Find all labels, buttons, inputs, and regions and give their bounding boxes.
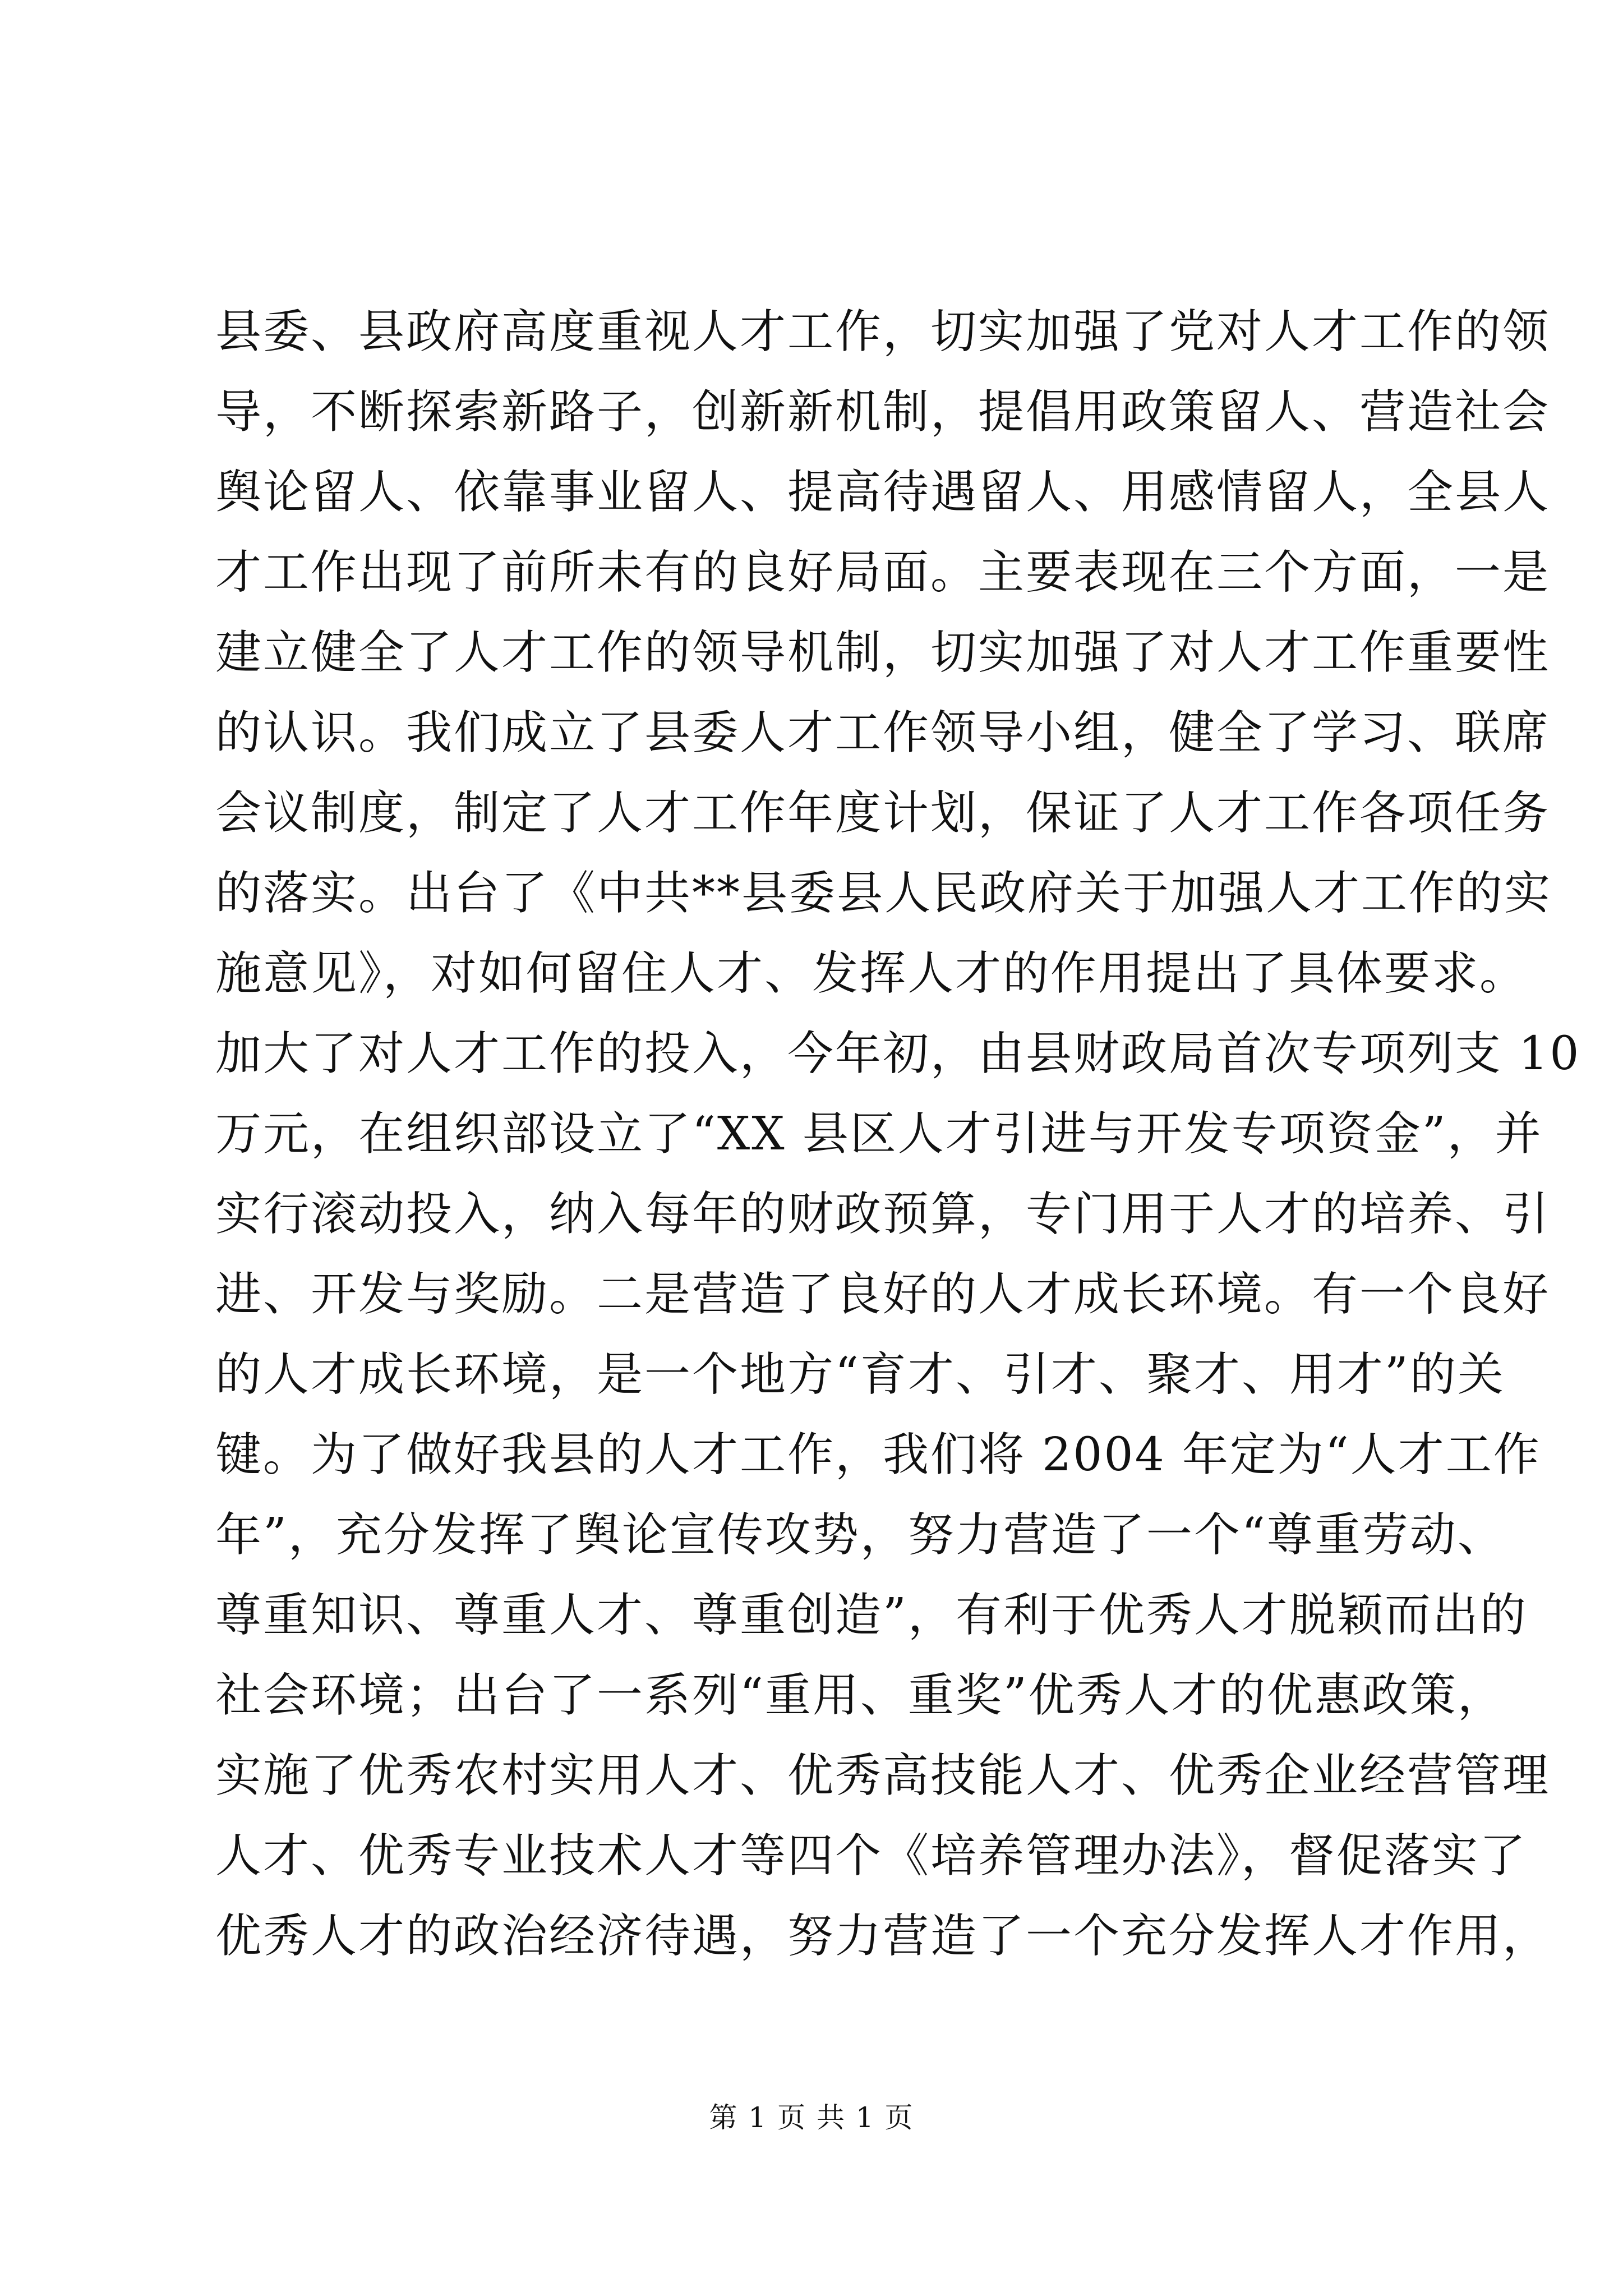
- paragraph-line: 建立健全了人才工作的领导机制，切实加强了对人才工作重要性: [215, 626, 1551, 679]
- paragraph-line: 键。为了做好我县的人才工作，我们将 2004 年定为“人才工作: [215, 1428, 1541, 1481]
- paragraph-line: 尊重知识、尊重人才、尊重创造”，有利于优秀人才脱颖而出的: [215, 1589, 1528, 1642]
- paragraph-line: 万元，在组织部设立了“XX 县区人才引进与开发专项资金”，并: [215, 1107, 1543, 1161]
- paragraph-line: 的认识。我们成立了县委人才工作领导小组，健全了学习、联席: [215, 706, 1551, 760]
- paragraph-line: 加大了对人才工作的投入，今年初，由县财政局首次专项列支 10: [215, 1027, 1581, 1080]
- paragraph-line: 县委、县政府高度重视人才工作，切实加强了党对人才工作的领: [215, 305, 1551, 358]
- paragraph-line: 的人才成长环境，是一个地方“育才、引才、聚才、用才”的关: [215, 1348, 1505, 1401]
- paragraph-line: 实行滚动投入，纳入每年的财政预算，专门用于人才的培养、引: [215, 1188, 1551, 1241]
- paragraph-line: 施意见》，对如何留住人才、发挥人才的作用提出了具体要求。: [215, 947, 1528, 1000]
- paragraph-line: 进、开发与奖励。二是营造了良好的人才成长环境。有一个良好: [215, 1268, 1551, 1321]
- body-paragraph: [215, 292, 1581, 1976]
- paragraph-line: 优秀人才的政治经济待遇，努力营造了一个充分发挥人才作用，: [215, 1910, 1551, 1963]
- page-number-footer: 第 1 页 共 1 页: [709, 2101, 914, 2134]
- paragraph-line: 的落实。出台了《中共**县委县人民政府关于加强人才工作的实: [215, 867, 1552, 920]
- paragraph-line: 年”，充分发挥了舆论宣传攻势，努力营造了一个“尊重劳动、: [215, 1508, 1505, 1562]
- paragraph-line: 会议制度，制定了人才工作年度计划，保证了人才工作各项任务: [215, 786, 1551, 840]
- paragraph-line: 人才、优秀专业技术人才等四个《培养管理办法》，督促落实了: [215, 1829, 1528, 1883]
- paragraph-line: 实施了优秀农村实用人才、优秀高技能人才、优秀企业经营管理: [215, 1749, 1551, 1802]
- paragraph-line: 舆论留人、依靠事业留人、提高待遇留人、用感情留人，全县人: [215, 466, 1551, 519]
- paragraph-line: 导，不断探索新路子，创新新机制，提倡用政策留人、营造社会: [215, 385, 1551, 439]
- paragraph-line: 社会环境；出台了一系列“重用、重奖”优秀人才的优惠政策，: [215, 1669, 1505, 1722]
- paragraph-line: 才工作出现了前所未有的良好局面。主要表现在三个方面，一是: [215, 546, 1551, 599]
